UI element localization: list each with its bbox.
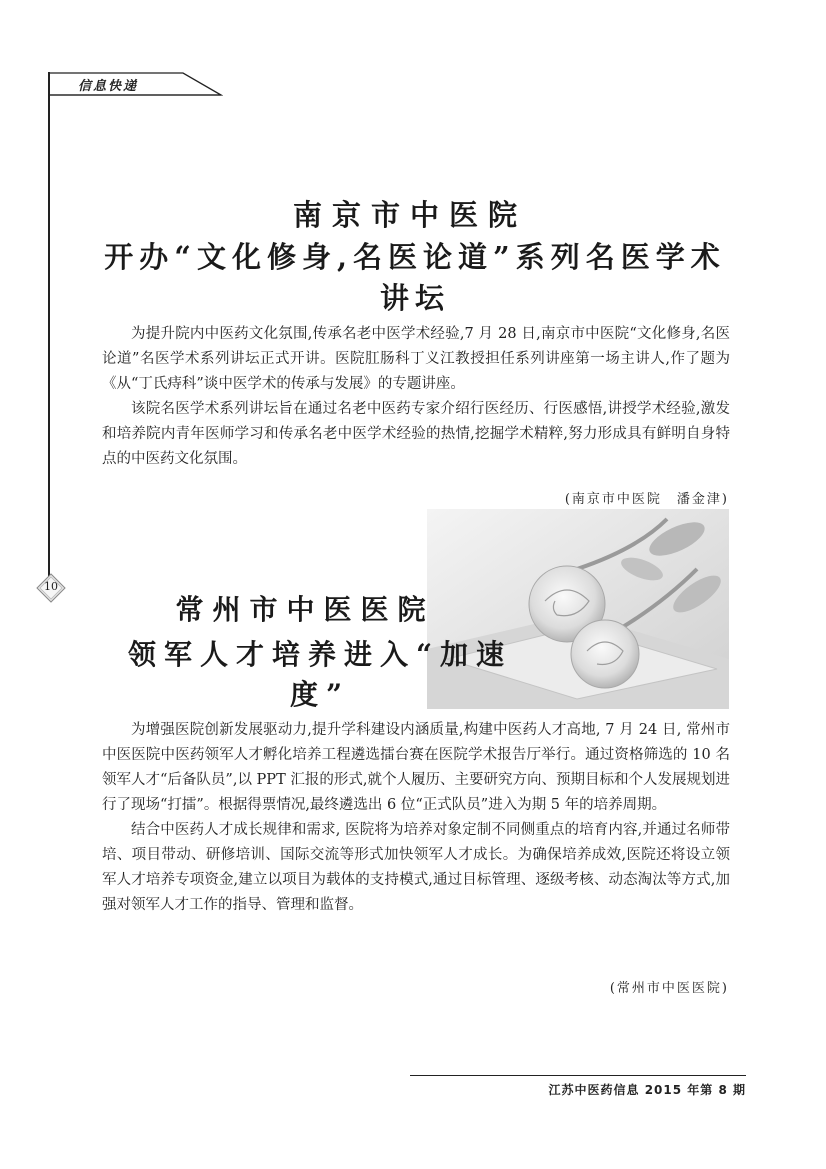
article2-paragraph2: 结合中医药人才成长规律和需求, 医院将为培养对象定制不同侧重点的培育内容,并通过名师带培、项目带动、研修培训、国际交流等形式加快领军人才成长。为确保培养成效,医院还将设立领军人才培养专项资金,建立以项目为载体的支持模式,通过目标管理、逐级考核、动态淘汰等方式,加强对领军人才工作的指导、管理和监督。 (102, 822, 730, 913)
page-number-badge (36, 573, 66, 603)
page-number: 10 (44, 580, 58, 593)
article1-paragraph1: 为提升院内中医药文化氛围,传承名老中医学术经验,7 月 28 日,南京市中医院“文化修身,名医论道”名医学术系列讲坛正式开讲。医院肛肠科丁义江教授担任系列讲座第一场主讲人,作了题为《从“丁氏痔科”谈中医学术的传承与发展》的专题讲座。 (102, 326, 730, 392)
article1-title-line1: 南京市中医院 (292, 198, 527, 232)
article2-title-line1: 常州市中医医院 (175, 593, 435, 626)
article1-body (102, 322, 730, 472)
article1-signature: (南京市中医院 潘金津) (564, 492, 729, 507)
section-label: 信息快递 (78, 79, 139, 94)
footer-rule (410, 1075, 746, 1076)
section-tab (48, 72, 223, 96)
margin-rule (48, 72, 50, 577)
article1-paragraph2: 该院名医学术系列讲坛旨在通过名老中医药专家介绍行医经历、行医感悟,讲授学术经验,激发和培养院内青年医师学习和传承名老中医学术经验的热情,挖掘学术精粹,努力形成具有鲜明自身特点的中医药文化氛围。 (102, 401, 730, 467)
article2-signature: (常州市中医医院) (609, 981, 729, 996)
journal-footer: 江苏中医药信息 2015 年第 8 期 (548, 1083, 746, 1097)
article2-body (102, 718, 730, 918)
article2-title-line2: 领军人才培养进入“加速度” (127, 638, 513, 711)
article2-paragraph1: 为增强医院创新发展驱动力,提升学科建设内涵质量,构建中医药人才高地, 7 月 24 日, 常州市中医医院中医药领军人才孵化培养工程遴选擂台赛在医院学术报告厅举行。通过资格筛选的 10 名领军人才“后备队员”,以 PPT 汇报的形式,就个人履历、主要研究方向、预期目标和个人发展规划进行了现场“打擂”。根据得票情况,最终遴选出 6 位“正式队员”进入为期 5 年的培养周期。 (102, 722, 730, 813)
article1-title-line2: 开办“文化修身,名医论道”系列名医学术讲坛 (104, 240, 726, 315)
